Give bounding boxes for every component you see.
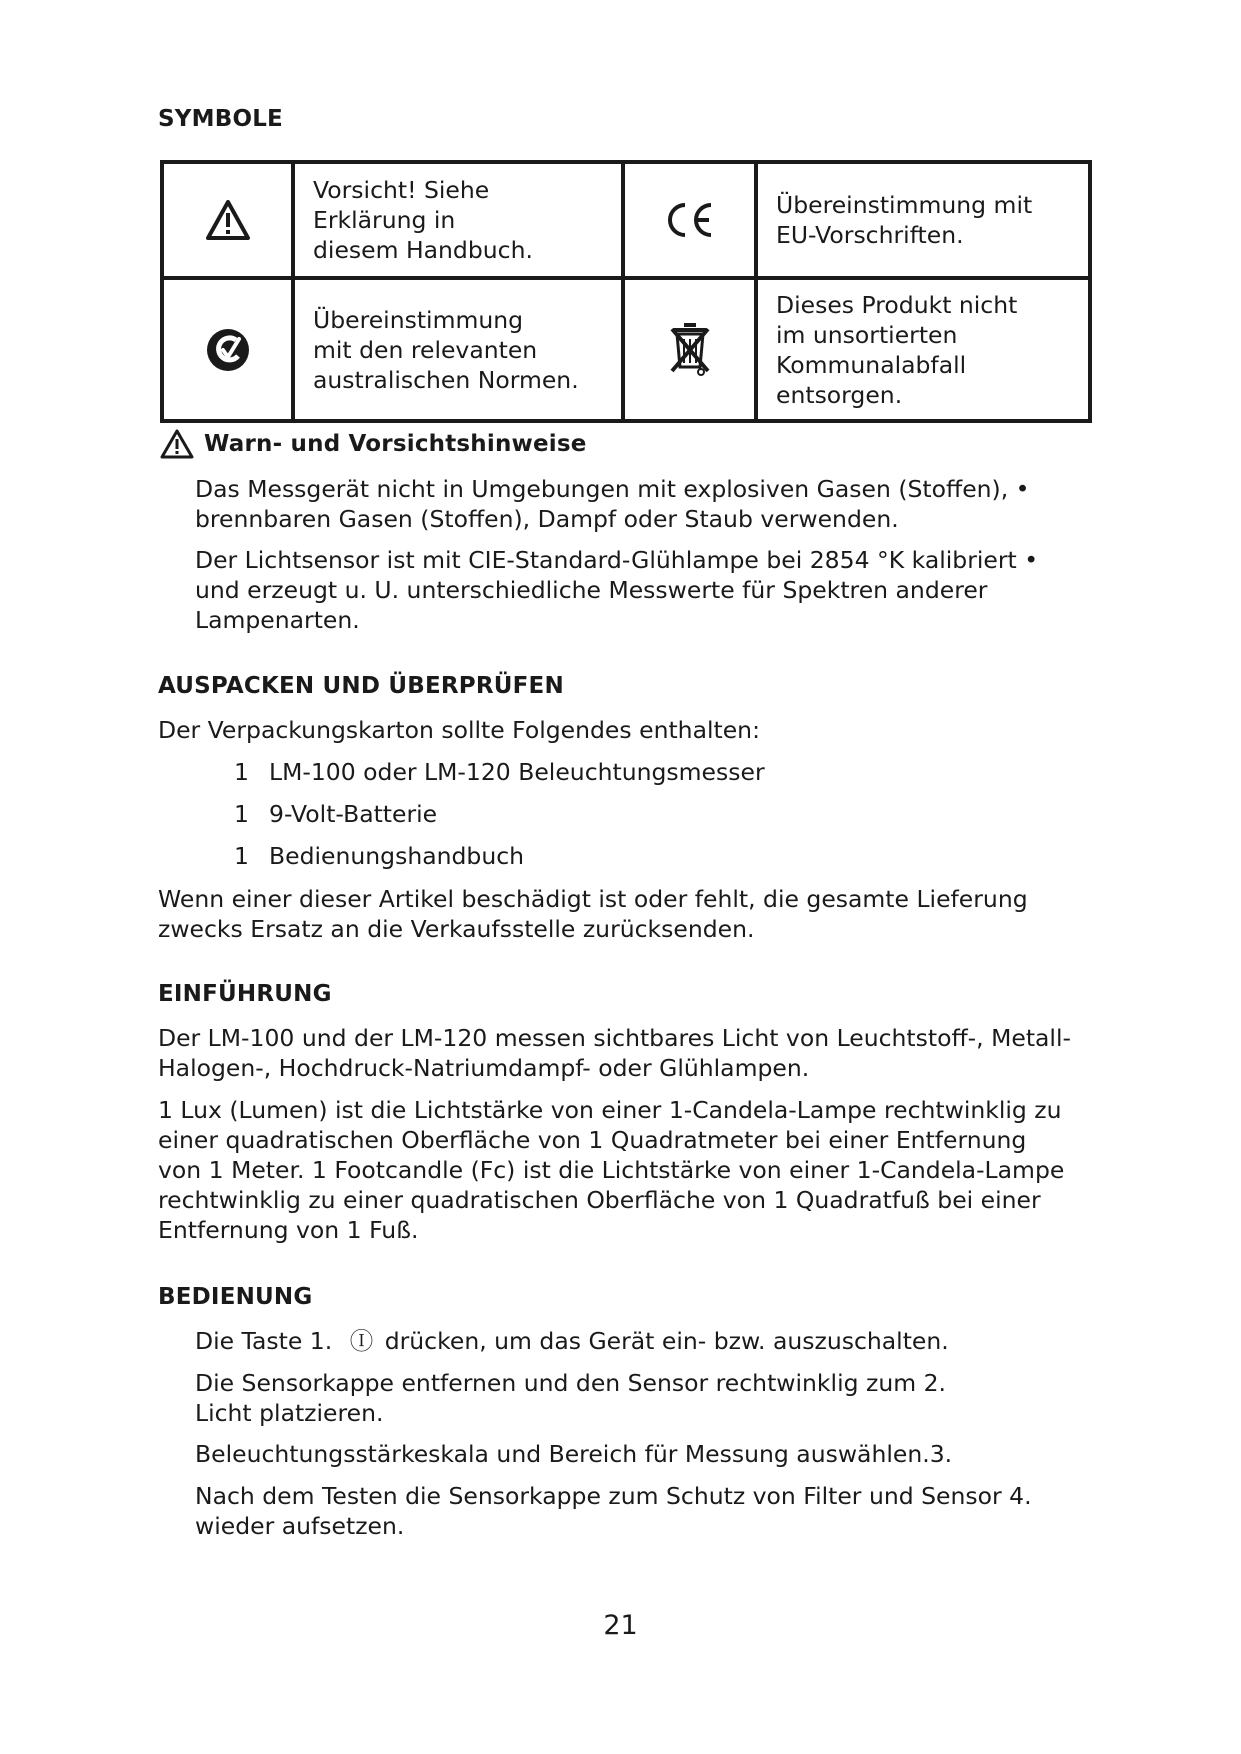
symbols-table [160, 160, 1092, 423]
symbol-description: Vorsicht! Siehe Erklärung in diesem Handbuch. [293, 162, 623, 278]
symbols-row [162, 162, 1090, 278]
symbol-description: Übereinstimmung mit den relevanten australischen Normen. [293, 278, 623, 421]
symbol-cell [162, 278, 293, 421]
intro-paragraph: 1 Lux (Lumen) ist die Lichtstärke von einer 1-Candela-Lampe rechtwinklig zu einer quadratischen Oberfläche von 1 Quadratmeter bei einer Entfernung von 1 Meter. 1 Footcandle (Fc) ist die Lichtstärke von einer 1-Candela-Lampe rechtwinklig zu einer quadratischen Oberfläche von 1 Quadratfuß bei einer Entfernung von 1 Fuß. [158, 1096, 1065, 1244]
power-button-symbol-icon: Ⓘ [349, 1327, 374, 1355]
list-item-qty: 1 [234, 800, 249, 828]
weee-crossed-bin-icon [625, 321, 754, 379]
symbol-description: Dieses Produkt nicht im unsortierten Kommunalabfall entsorgen. [756, 278, 1090, 421]
unpacking-intro: Der Verpackungskarton sollte Folgendes enthalten: [158, 716, 760, 744]
ce-mark-icon [625, 200, 754, 240]
list-item: LM-100 oder LM-120 Beleuchtungsmesser [269, 758, 765, 786]
operation-step-2: Die Sensorkappe entfernen und den Sensor rechtwinklig zum 2. Licht platzieren. [195, 1369, 947, 1427]
symbols-heading: SYMBOLE [158, 106, 283, 132]
list-item: 9-Volt-Batterie [269, 800, 438, 828]
warning-small-icon [160, 429, 194, 463]
unpacking-heading: AUSPACKEN UND ÜBERPRÜFEN [158, 673, 564, 699]
symbol-cell [623, 278, 756, 421]
intro-heading: EINFÜHRUNG [158, 981, 332, 1007]
symbol-description: Übereinstimmung mit EU-Vorschriften. [756, 162, 1090, 278]
warnings-heading: Warn- und Vorsichtshinweise [204, 431, 587, 457]
symbols-row [162, 278, 1090, 421]
warning-item: Der Lichtsensor ist mit CIE-Standard-Glühlampe bei 2854 °K kalibriert • und erzeugt u. U. unterschiedliche Messwerte für Spektren anderer Lampenarten. [195, 546, 1039, 634]
list-item: Bedienungshandbuch [269, 842, 525, 870]
page-number: 21 [603, 1610, 638, 1641]
symbol-cell [623, 162, 756, 278]
warning-item: Das Messgerät nicht in Umgebungen mit explosiven Gasen (Stoffen), • brennbaren Gasen (Stoffen), Dampf oder Staub verwenden. [195, 475, 1030, 533]
operation-step-4: Nach dem Testen die Sensorkappe zum Schutz von Filter und Sensor 4. wieder aufsetzen. [195, 1482, 1032, 1540]
list-item-qty: 1 [234, 758, 249, 786]
symbol-cell [162, 162, 293, 278]
operation-heading: BEDIENUNG [158, 1284, 313, 1310]
operation-step-3: Beleuchtungsstärkeskala und Bereich für Messung auswählen.3. [195, 1440, 953, 1468]
intro-paragraph: Der LM-100 und der LM-120 messen sichtbares Licht von Leuchtstoff-, Metall- Halogen-, Hochdruck-Natriumdampf- oder Glühlampen. [158, 1024, 1071, 1082]
operation-step-1: Die Taste 1. Ⓘ drücken, um das Gerät ein- bzw. auszuschalten. [195, 1327, 949, 1355]
unpacking-note: Wenn einer dieser Artikel beschädigt ist oder fehlt, die gesamte Lieferung zwecks Ersatz an die Verkaufsstelle zurücksenden. [158, 885, 1028, 943]
list-item-qty: 1 [234, 842, 249, 870]
warning-triangle-icon [164, 199, 291, 241]
c-tick-icon [164, 327, 291, 373]
